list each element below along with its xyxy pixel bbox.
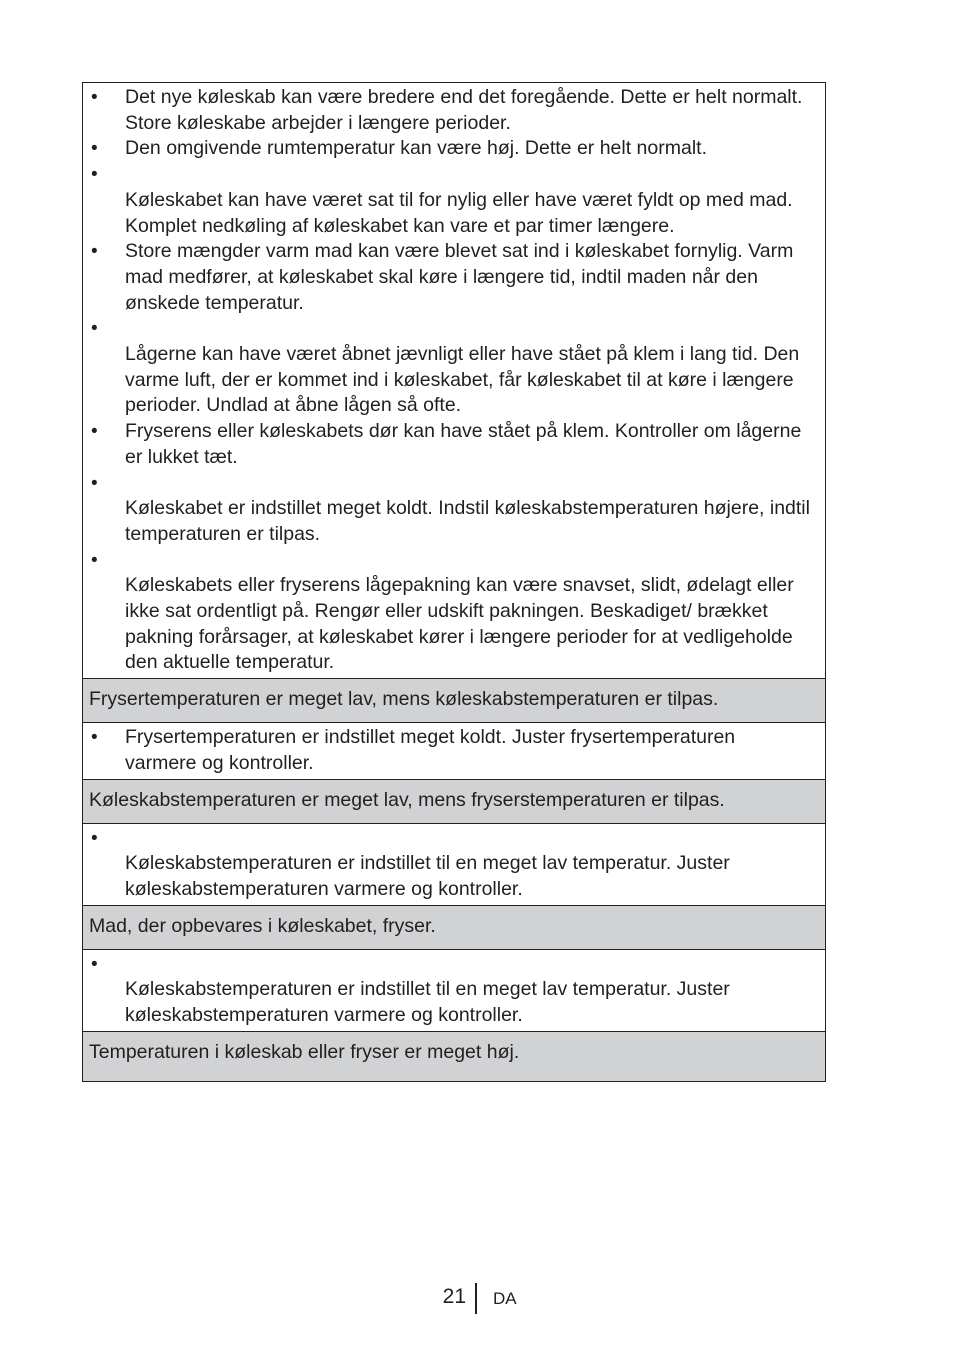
troubleshooting-table — [82, 82, 826, 1082]
list-item-text: Det nye køleskab kan være bredere end det foregående. Dette er helt normalt. Store køleskabe arbejder i længere perioder. — [125, 86, 803, 134]
footer-separator — [475, 1283, 477, 1314]
bullet-icon: • — [91, 318, 98, 340]
bullet-icon: • — [91, 138, 98, 160]
bullet-list — [89, 85, 811, 676]
section-heading: Mad, der opbevares i køleskabet, fryser. — [83, 905, 825, 949]
bullet-icon: • — [91, 953, 98, 975]
list-item-text: Køleskabstemperaturen er indstillet til en meget lav temperatur. Juster køleskabstemperaturen varmere og kontroller. — [125, 978, 730, 1026]
language-code: DA — [493, 1289, 517, 1308]
list-item — [89, 725, 811, 776]
bullet-icon: • — [91, 241, 98, 263]
section-heading: Køleskabstemperaturen er meget lav, mens fryserstemperaturen er tilpas. — [83, 779, 825, 823]
list-item-text: Den omgivende rumtemperatur kan være høj. Dette er helt normalt. — [125, 137, 708, 160]
list-item — [89, 548, 811, 677]
list-item — [89, 952, 811, 1029]
list-item-text: Store mængder varm mad kan være blevet sat ind i køleskabet fornylig. Varm mad medfører, at køleskabet skal køre i længere tid, indtil maden når den ønskede temperatur. — [125, 240, 794, 314]
list-item — [89, 85, 811, 136]
page-footer — [0, 1283, 954, 1315]
section-body — [83, 823, 825, 905]
section-body — [83, 722, 825, 778]
bullet-list — [89, 826, 811, 903]
list-item — [89, 162, 811, 239]
section-heading: Temperaturen i køleskab eller fryser er meget høj. — [83, 1031, 825, 1081]
section-heading: Frysertemperaturen er meget lav, mens køleskabstemperaturen er tilpas. — [83, 678, 825, 722]
list-item-text: Fryserens eller køleskabets dør kan have stået på klem. Kontroller om lågerne er lukket tæt. — [125, 420, 802, 468]
list-item-text: Køleskabets eller fryserens lågepakning kan være snavset, slidt, ødelagt eller ikke sat ordentligt på. Rengør eller udskift pakningen. Beskadiget/ brækket pakning forårsager, at køleskabet kører i længere perioder for at vedligeholde den aktuelle temperatur. — [125, 574, 794, 674]
bullet-icon: • — [91, 87, 98, 108]
bullet-icon: • — [91, 727, 98, 749]
list-item — [89, 471, 811, 548]
page-number: 21 — [442, 1285, 466, 1308]
list-item-text: Køleskabstemperaturen er indstillet til en meget lav temperatur. Juster køleskabstemperaturen varmere og kontroller. — [125, 852, 730, 900]
bullet-icon: • — [91, 421, 98, 443]
bullet-icon: • — [91, 472, 98, 494]
bullet-icon: • — [91, 549, 98, 571]
section-body — [83, 949, 825, 1031]
bullet-icon: • — [91, 164, 98, 186]
list-item — [89, 826, 811, 903]
section-body — [83, 83, 825, 678]
bullet-icon: • — [91, 827, 98, 849]
list-item — [89, 136, 811, 162]
bullet-list — [89, 952, 811, 1029]
bullet-list — [89, 725, 811, 776]
list-item — [89, 239, 811, 316]
list-item — [89, 419, 811, 470]
list-item — [89, 316, 811, 419]
list-item-text: Lågerne kan have været åbnet jævnligt eller have stået på klem i lang tid. Den varme luft, der er kommet ind i køleskabet, får køleskabet til at køre i længere perioder. Undlad at åbne lågen så ofte. — [125, 343, 800, 417]
list-item-text: Frysertemperaturen er indstillet meget koldt. Juster frysertemperaturen varmere og kontroller. — [125, 726, 736, 774]
list-item-text: Køleskabet er indstillet meget koldt. Indstil køleskabstemperaturen højere, indtil temperaturen er tilpas. — [125, 497, 810, 545]
list-item-text: Køleskabet kan have været sat til for nylig eller have været fyldt op med mad. Komplet nedkøling af køleskabet kan vare et par timer længere. — [125, 188, 793, 237]
